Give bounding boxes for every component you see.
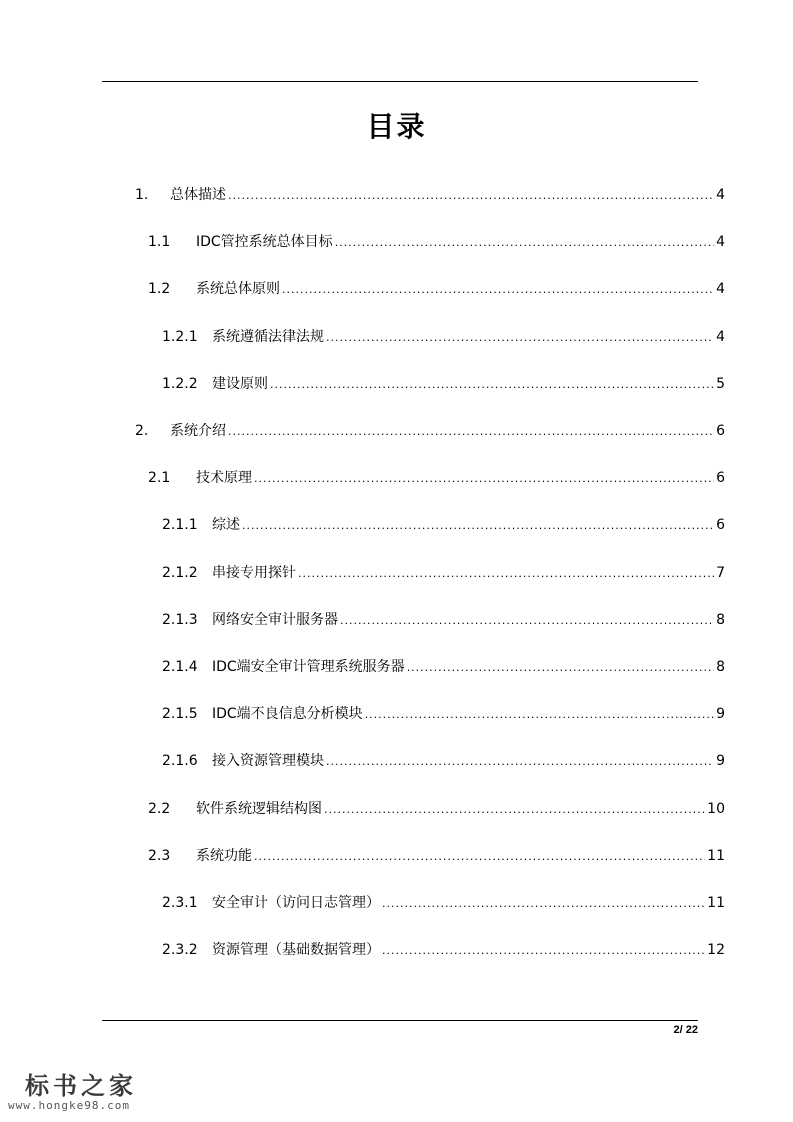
toc-entry[interactable]: [148, 846, 725, 866]
toc-dot-leader: [228, 186, 714, 206]
toc-entry-page: 6: [716, 517, 725, 533]
toc-entry-page: 11: [707, 848, 725, 864]
toc-entry[interactable]: [162, 893, 725, 913]
toc-entry-page: 11: [707, 895, 725, 911]
toc-entry[interactable]: [162, 751, 725, 771]
toc-entry-page: 4: [716, 329, 725, 345]
toc-entry[interactable]: [162, 704, 725, 724]
toc-entry-number: 2.1.6: [162, 753, 198, 769]
toc-dot-leader: [326, 752, 714, 772]
toc-entry-label: 接入资源管理模块: [212, 753, 324, 769]
toc-dot-leader: [254, 847, 705, 867]
toc-entry-label: 综述: [212, 517, 240, 533]
toc-dot-leader: [270, 375, 714, 395]
toc-entry-label: IDC端不良信息分析模块: [212, 706, 363, 722]
toc-entry-label: 安全审计（访问日志管理）: [212, 895, 380, 911]
toc-entry[interactable]: [135, 421, 725, 441]
toc-entry[interactable]: [148, 799, 725, 819]
toc-entry-number: 1.2: [148, 281, 171, 297]
toc-entry-label: 系统功能: [196, 848, 252, 864]
toc-entry-number: 2.: [135, 423, 149, 439]
toc-entry-label: 软件系统逻辑结构图: [196, 801, 322, 817]
toc-entry[interactable]: [148, 279, 725, 299]
toc-entry[interactable]: [162, 563, 725, 583]
toc-dot-leader: [340, 611, 714, 631]
toc-entry-page: 4: [716, 281, 725, 297]
toc-entry-page: 5: [716, 376, 725, 392]
toc-entry-page: 12: [707, 942, 725, 958]
toc-entry-number: 2.1: [148, 470, 171, 486]
toc-dot-leader: [324, 800, 705, 820]
toc-entry-number: 2.3.2: [162, 942, 198, 958]
toc-entry-page: 9: [716, 706, 725, 722]
toc-entry-label: IDC端安全审计管理系统服务器: [212, 659, 405, 675]
toc-entry-label: 建设原则: [212, 376, 268, 392]
toc-entry-number: 1.: [135, 187, 149, 203]
toc-entry[interactable]: [148, 232, 725, 252]
toc-entry[interactable]: [148, 468, 725, 488]
toc-entry[interactable]: [162, 657, 725, 677]
page-number: 2/ 22: [673, 1024, 698, 1036]
toc-dot-leader: [335, 233, 714, 253]
toc-dot-leader: [407, 658, 714, 678]
toc-entry-label: 串接专用探针: [212, 565, 296, 581]
header-rule: [102, 81, 698, 82]
toc-dot-leader: [382, 894, 705, 914]
page-title: 目录: [366, 110, 427, 143]
toc-entry-number: 2.1.3: [162, 612, 198, 628]
toc-entry-label: 系统总体原则: [196, 281, 280, 297]
toc-entry-number: 2.1.5: [162, 706, 198, 722]
toc-entry-number: 1.2.1: [162, 329, 198, 345]
toc-dot-leader: [382, 941, 705, 961]
toc-entry[interactable]: [162, 940, 725, 960]
toc-entry[interactable]: [162, 327, 725, 347]
toc-entry-number: 1.1: [148, 234, 171, 250]
toc-entry[interactable]: [135, 185, 725, 205]
toc-entry-page: 6: [716, 470, 725, 486]
toc-entry-page: 4: [716, 187, 725, 203]
toc-entry-label: IDC管控系统总体目标: [196, 234, 333, 250]
watermark-url: www.hongke98.com: [8, 1099, 130, 1112]
toc-entry-number: 2.3: [148, 848, 171, 864]
toc-dot-leader: [326, 328, 714, 348]
toc-entry-page: 9: [716, 753, 725, 769]
toc-entry-page: 4: [716, 234, 725, 250]
watermark-logo: 标书之家: [25, 1071, 137, 1100]
footer-rule: [102, 1020, 698, 1021]
toc-entry-page: 8: [716, 612, 725, 628]
toc-entry-page: 10: [707, 801, 725, 817]
toc-entry-label: 总体描述: [170, 187, 226, 203]
toc-entry-number: 2.3.1: [162, 895, 198, 911]
toc-entry[interactable]: [162, 610, 725, 630]
toc-entry-number: 2.1.1: [162, 517, 198, 533]
toc-entry-number: 1.2.2: [162, 376, 198, 392]
toc-dot-leader: [242, 516, 714, 536]
toc-entry-page: 7: [716, 565, 725, 581]
toc-entry-page: 8: [716, 659, 725, 675]
toc-dot-leader: [254, 469, 714, 489]
toc-entry-label: 系统介绍: [170, 423, 226, 439]
toc-entry-label: 技术原理: [196, 470, 252, 486]
toc-entry-number: 2.2: [148, 801, 171, 817]
toc-dot-leader: [228, 422, 714, 442]
toc-entry-number: 2.1.2: [162, 565, 198, 581]
toc-entry-label: 系统遵循法律法规: [212, 329, 324, 345]
toc-dot-leader: [282, 280, 714, 300]
toc-entry[interactable]: [162, 515, 725, 535]
toc-entry-label: 资源管理（基础数据管理）: [212, 942, 380, 958]
toc-entry-number: 2.1.4: [162, 659, 198, 675]
toc-entry[interactable]: [162, 374, 725, 394]
toc-dot-leader: [365, 705, 714, 725]
toc-dot-leader: [298, 564, 714, 584]
toc-entry-page: 6: [716, 423, 725, 439]
toc-entry-label: 网络安全审计服务器: [212, 612, 338, 628]
